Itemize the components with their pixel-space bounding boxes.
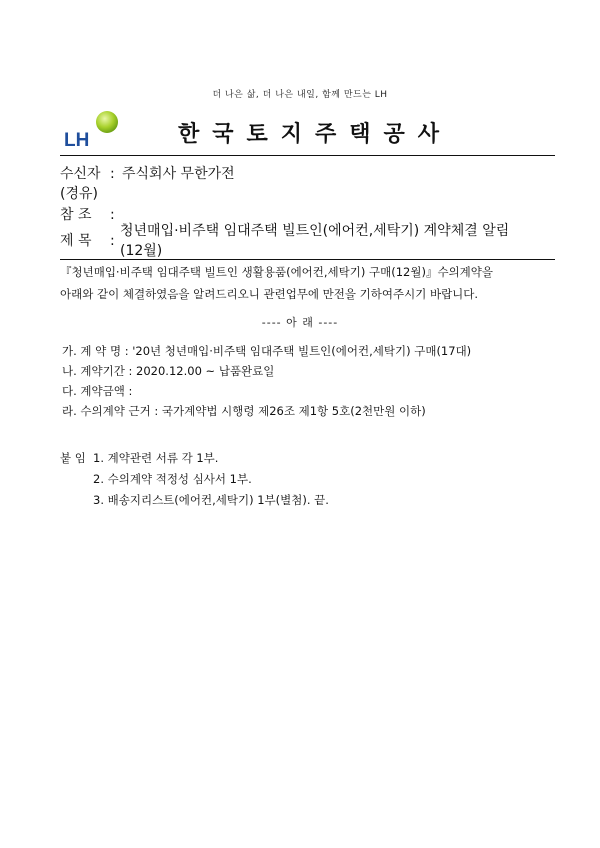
svg-text:LH: LH: [64, 130, 90, 150]
item-contract-name: 가. 계 약 명 : '20년 청년매입·비주택 임대주택 빌트인(에어컨,세탁기) 구매(17대): [62, 344, 472, 358]
item-contract-period: 나. 계약기간 : 2020.12.00 ~ 납품완료일: [62, 364, 275, 378]
via-label: (경유): [60, 186, 98, 202]
item-contract-basis: 라. 수의계약 근거 : 국가계약법 시행령 제26조 제1항 5호(2천만원 이하): [62, 404, 426, 418]
attachment-item: 3. 배송지리스트(에어컨,세탁기) 1부(별첨). 끝.: [93, 493, 329, 507]
intro-line-2: 아래와 같이 체결하였음을 알려드리오니 관련업무에 만전을 기하여주시기 바랍니다.: [60, 287, 479, 301]
recipient-label: 수신자: [60, 166, 101, 182]
header-divider: [60, 155, 555, 156]
intro-line-1: 『청년매입·비주택 임대주택 빌트인 생활용품(에어컨,세탁기) 구매(12월)』수의계약을: [60, 265, 493, 279]
subject-label: 제 목: [60, 233, 92, 249]
item-contract-amount: 다. 계약금액 :: [62, 384, 133, 398]
attachments-label: 붙 임: [60, 451, 86, 465]
subject-line-2: (12월): [120, 243, 163, 259]
subject-colon: :: [110, 233, 115, 249]
slogan: 더 나은 삶, 더 나은 내일, 함께 만드는 LH: [212, 90, 388, 100]
lh-logo: [62, 110, 124, 150]
reference-label: 참 조: [60, 207, 92, 223]
subject-line-1: 청년매입·비주택 임대주택 빌트인(에어컨,세탁기) 계약체결 알림: [120, 223, 510, 239]
recipient-value: 주식회사 무한가전: [122, 166, 235, 182]
reference-colon: :: [110, 207, 115, 223]
attachment-item: 1. 계약관련 서류 각 1부.: [93, 451, 219, 465]
section-separator: ---- 아 래 ----: [261, 316, 339, 329]
attachment-item: 2. 수의계약 적정성 심사서 1부.: [93, 472, 252, 486]
organization-name: 한국토지주택공사: [177, 121, 453, 147]
recipient-colon: :: [110, 166, 115, 182]
subject-divider: [60, 259, 555, 260]
